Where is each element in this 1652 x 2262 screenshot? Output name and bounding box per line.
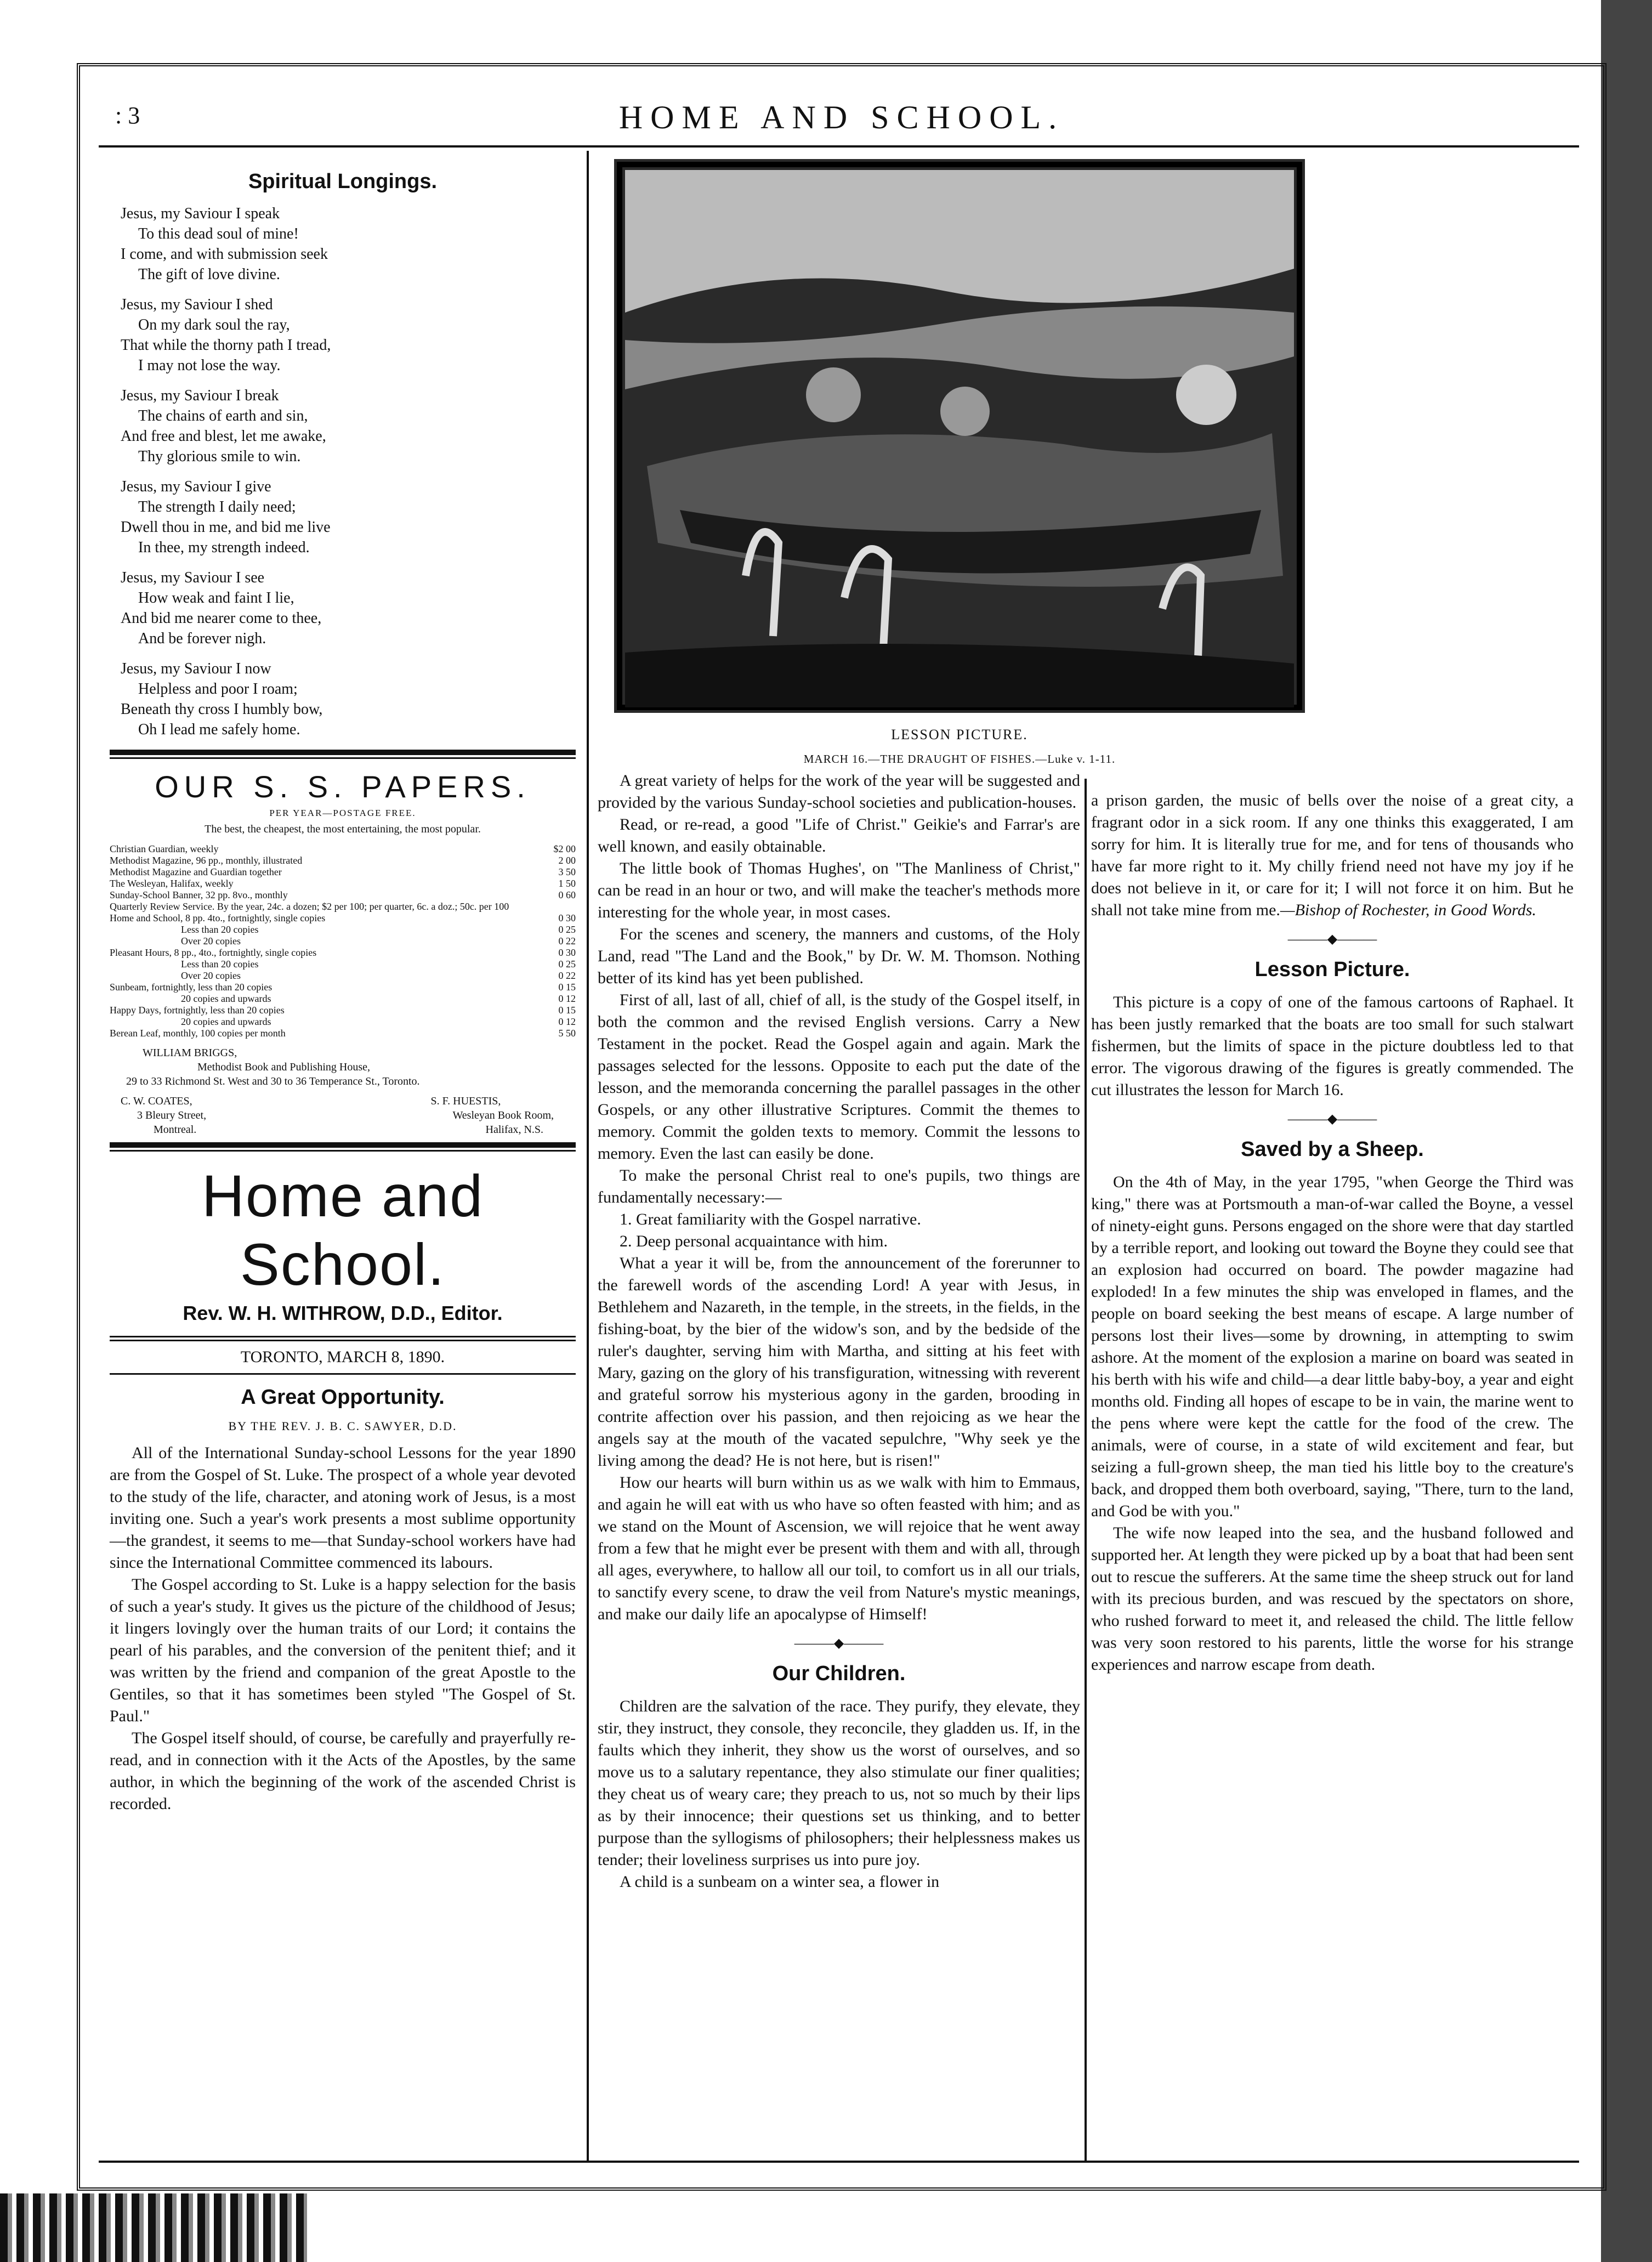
price-row: [110, 924, 576, 936]
paragraph: Read, or re-read, a good "Life of Christ." Geikie's and Farrar's are well known, and easily obtainable.: [598, 815, 1080, 855]
publisher-line: 29 to 33 Richmond St. West and 30 to 36 Temperance St., Toronto.: [126, 1075, 420, 1087]
price-row: [110, 878, 576, 889]
poem: [110, 203, 576, 740]
price-row: [110, 912, 576, 924]
agent-address: 3 Bleury Street,: [137, 1109, 207, 1121]
poem-line: Jesus, my Saviour I break: [121, 387, 279, 404]
agent-montreal: [121, 1094, 206, 1137]
column-rule-2: [1085, 779, 1087, 2161]
price-value: 0 60: [558, 889, 576, 900]
picture-caption: [614, 724, 1305, 770]
ornament-divider: ———◆———: [794, 1636, 884, 1651]
article-title: Our Children.: [772, 1662, 906, 1685]
price-item: Sunday-School Banner, 32 pp. 8vo., monthly: [110, 889, 288, 900]
article-body-continued: [598, 1252, 1080, 1625]
article-title: A Great Opportunity.: [241, 1386, 445, 1409]
article-title: Lesson Picture.: [1254, 958, 1410, 981]
column-rule-1: [587, 151, 589, 2161]
agent-city: Montreal.: [154, 1124, 197, 1136]
column-1: [110, 159, 576, 1815]
paragraph: To make the personal Christ real to one's pupils, two things are fundamentally necessary:—: [598, 1166, 1080, 1206]
price-row: [110, 1005, 576, 1016]
poem-line: I may not lose the way.: [138, 357, 281, 374]
poem-line: Dwell thou in me, and bid me live: [121, 519, 331, 536]
poem-line: The strength I daily need;: [138, 498, 296, 515]
poem-line: Jesus, my Saviour I now: [121, 660, 271, 677]
poem-stanza: [121, 568, 576, 649]
price-item: Methodist Magazine, 96 pp., monthly, illustrated: [110, 855, 303, 866]
price-row: [110, 901, 576, 912]
poem-line: Oh I lead me safely home.: [138, 721, 300, 738]
byline: BY THE REV. J. B. C. SAWYER, D.D.: [228, 1419, 457, 1433]
issue-date: TORONTO, MARCH 8, 1890.: [240, 1348, 445, 1366]
poem-stanza: [121, 659, 576, 740]
poem-line: And bid me nearer come to thee,: [121, 610, 322, 627]
paragraph: What a year it will be, from the announcement of the forerunner to the farewell words of the ascending Lord! A year with Jesus, in Bethlehem and Nazareth, in the temple, in the streets, in the fields, in the fishing-boat, by the bier of the widow's son, and by the bedside of the ruler's daughter, serving him with Martha, and sitting at his feet with Mary, gazing on the glory of his transfiguration, witnessing with reverent and grateful sorrow his mysterious agony in the garden, brooding in contrite affection over his passion, and then rejoicing as we hear the angels say at the mouth of the vacated sepulchre, "Why seek ye the living among the dead? He is not here, but is risen!": [598, 1254, 1080, 1470]
poem-line: On my dark soul the ray,: [138, 316, 290, 333]
paragraph: For the scenes and scenery, the manners and customs, of the Holy Land, read "The Land and the Book," by Dr. W. M. Thomson. Nothing better of its kind has yet been published.: [598, 925, 1080, 987]
price-value: 0 22: [558, 970, 576, 981]
column-2: [598, 159, 1116, 1893]
price-value: [537, 901, 576, 912]
footer-rule: [99, 2161, 1579, 2163]
price-row: [110, 993, 576, 1005]
poem-line: And be forever nigh.: [138, 630, 266, 647]
section-rule: [110, 1340, 576, 1341]
page-number: : 3: [115, 102, 140, 129]
editor-line: Rev. W. H. WITHROW, D.D., Editor.: [183, 1302, 503, 1324]
price-item: 20 copies and upwards: [181, 1016, 271, 1027]
price-row: [110, 855, 576, 866]
lesson-picture-engraving: [614, 159, 1305, 713]
paragraph: A child is a sunbeam on a winter sea, a flower in: [620, 1873, 940, 1891]
publisher-name: WILLIAM BRIGGS,: [143, 1047, 237, 1059]
price-item: Pleasant Hours, 8 pp., 4to., fortnightly, single copies: [110, 947, 317, 958]
poem-line: To this dead soul of mine!: [138, 225, 299, 242]
paragraph: This picture is a copy of one of the famous cartoons of Raphael. It has been justly remarked that the boats are too small for such stalwart fishermen, but the limits of space in the picture doubtless led to that error. The vigorous drawing of the figures is greatly commended. The cut illustrates the lesson for March 16.: [1091, 993, 1574, 1099]
header-rule: [99, 145, 1579, 148]
article-title: Saved by a Sheep.: [1241, 1138, 1424, 1161]
price-item: The Wesleyan, Halifax, weekly: [110, 878, 234, 889]
agent-city: Halifax, N.S.: [485, 1124, 544, 1136]
children-continued: [1091, 790, 1574, 921]
poem-title: Spiritual Longings.: [248, 170, 438, 193]
poem-line: And free and blest, let me awake,: [121, 428, 326, 445]
price-item: Quarterly Review Service. By the year, 24c. a dozen; $2 per 100; per quarter, 6c. a doz.; 50c. per 100: [110, 901, 509, 912]
sheep-body: [1091, 1171, 1574, 1676]
price-item: Over 20 copies: [181, 936, 241, 946]
price-row: [110, 1016, 576, 1028]
poem-line: Jesus, my Saviour I speak: [121, 205, 280, 222]
list-item: 1. Great familiarity with the Gospel narrative.: [620, 1210, 921, 1228]
publisher-block: [110, 1046, 576, 1137]
section-rule: [110, 757, 576, 759]
price-item: Methodist Magazine and Guardian together: [110, 866, 282, 877]
poem-line: Thy glorious smile to win.: [138, 448, 301, 465]
scan-edge: [1601, 0, 1652, 2262]
agent-name: S. F. HUESTIS,: [430, 1095, 501, 1107]
poem-line: How weak and faint I lie,: [138, 589, 294, 606]
price-row: [110, 936, 576, 947]
price-row: [110, 1028, 576, 1039]
paragraph: On the 4th of May, in the year 1795, "when George the Third was king," there was at Portsmouth a man-of-war called the Boyne, a vessel of ninety-eight guns. Persons engaged on the shore were that day startled by a terrible report, and looking out toward the Boyne they could see that an explosion had occurred on board. The powder magazine had exploded! In a few minutes the ship was enveloped in flames, and the people on board seeking the best means of escape. A large number of persons lost their lives—some by drowning, in attempting to swim ashore. At the moment of the explosion a marine on board was seated in his berth with his wife and child—a dear little baby-boy, a year and eight months old. Finding all hopes of escape to be in vain, the marine went to the pens where were kept the cattle for the food of the crew. The animals, were of course, in a state of wild excitement and fear, but seizing a full-grown sheep, the man tied his little boy to the creature's back, and dropped them both overboard, saying, "There, turn to the land, and God be with you.": [1091, 1173, 1574, 1520]
column-3: [1091, 790, 1574, 1676]
paper-title: Home and School.: [201, 1163, 484, 1297]
article-body: [110, 1442, 576, 1815]
caption-title: LESSON PICTURE.: [891, 727, 1028, 742]
poem-line: Jesus, my Saviour I give: [121, 478, 271, 495]
children-body: [598, 1696, 1080, 1893]
poem-line: The gift of love divine.: [138, 266, 280, 283]
agent-halifax: [431, 1094, 554, 1137]
agent-address: Wesleyan Book Room,: [452, 1109, 554, 1121]
paragraph: [1091, 790, 1574, 921]
signature: —Bishop of Rochester, in Good Words.: [1280, 901, 1536, 919]
price-value: 0 30: [558, 912, 576, 923]
price-value: 3 50: [558, 866, 576, 877]
scan-smudge: [0, 2193, 307, 2262]
price-value: 0 25: [558, 924, 576, 935]
poem-line: Jesus, my Saviour I shed: [121, 296, 273, 313]
lesson-picture-body: [1091, 991, 1574, 1101]
paragraph-text: a prison garden, the music of bells over the noise of a great city, a fragrant odor in a sick room. If any one thinks this exaggerated, I am sorry for him. It is literally true for me, and for tens of thousands who have far more right to it. My chilly friend need not have my joy if he does not believe in it, or care for it; I will not force it on him. But he shall not take mine from me.: [1091, 791, 1574, 919]
agent-name: C. W. COATES,: [121, 1095, 192, 1107]
agents: [110, 1089, 576, 1137]
price-row: [110, 982, 576, 993]
section-rule: [110, 1373, 576, 1375]
price-item: Happy Days, fortnightly, less than 20 copies: [110, 1005, 285, 1016]
ornament-divider: ———◆———: [1287, 932, 1377, 946]
section-rule: [110, 1142, 576, 1148]
list-item: 2. Deep personal acquaintance with him.: [620, 1232, 888, 1250]
poem-stanza: [121, 294, 576, 376]
paragraph: The Gospel itself should, of course, be carefully and prayerfully re-read, and in connection with it the Acts of the Apostles, by the same author, in which the beginning of the work of the ascended Christ is recorded.: [110, 1729, 576, 1813]
section-rule: [110, 1336, 576, 1337]
papers-title: OUR S. S. PAPERS.: [155, 769, 531, 804]
poem-line: I come, and with submission seek: [121, 246, 328, 263]
poem-line: That while the thorny path I tread,: [121, 337, 331, 354]
price-value: 0 22: [558, 936, 576, 946]
caption-subtitle: MARCH 16.—THE DRAUGHT OF FISHES.—Luke v. 1-11.: [803, 752, 1116, 766]
price-item: Less than 20 copies: [181, 924, 259, 935]
price-value: 0 15: [558, 982, 576, 993]
poem-line: In thee, my strength indeed.: [138, 539, 310, 556]
price-value: 0 15: [558, 1005, 576, 1016]
price-row: [110, 947, 576, 959]
price-item: Home and School, 8 pp. 4to., fortnightly, single copies: [110, 912, 326, 923]
price-row: [110, 970, 576, 982]
price-row: [110, 889, 576, 901]
poem-line: The chains of earth and sin,: [138, 407, 308, 424]
masthead: HOME AND SCHOOL.: [618, 99, 1065, 135]
price-value: 0 25: [558, 959, 576, 970]
price-value: 0 12: [558, 993, 576, 1004]
price-row: [110, 843, 576, 855]
price-row: [110, 959, 576, 970]
section-rule: [110, 1150, 576, 1152]
price-item: Less than 20 copies: [181, 959, 259, 970]
papers-subtitle: PER YEAR—POSTAGE FREE.: [269, 808, 416, 818]
poem-line: Helpless and poor I roam;: [138, 681, 298, 698]
paragraph: Children are the salvation of the race. They purify, they elevate, they stir, they instruct, they console, they reconcile, they gladden us. If, in the faults which they inherit, they show us the worst of ourselves, and so move us to a salutary repentance, they also stimulate our finer qualities; they cheat us of weary care; they preach to us, not so much by their lips as by their innocence; their questions set us thinking, and to better purpose than the syllogisms of philosophers; their helplessness makes us tender; their loveliness surprises us into pure joy.: [598, 1697, 1080, 1869]
paragraph: The wife now leaped into the sea, and the husband followed and supported her. At length they were picked up by a boat that had been sent out to rescue the sufferers. At the same time the sheep struck out for land with its precious burden, and was rescued by the spectators on shore, who rushed forward to meet it, and released the child. The little fellow was very soon restored to his parents, little the worse for his strange experiences and narrow escape from death.: [1091, 1524, 1574, 1674]
poem-stanza: [121, 203, 576, 285]
price-value: $2 00: [553, 843, 576, 854]
publisher-line: Methodist Book and Publishing House,: [197, 1061, 371, 1073]
price-value: 5 50: [558, 1028, 576, 1039]
ornament-divider: ———◆———: [1287, 1112, 1377, 1126]
poem-line: Jesus, my Saviour I see: [121, 569, 265, 586]
poem-line: Beneath thy cross I humbly bow,: [121, 701, 323, 718]
price-value: 0 30: [558, 947, 576, 958]
section-rule: [110, 750, 576, 755]
price-item: 20 copies and upwards: [181, 993, 271, 1004]
paragraph: First of all, last of all, chief of all, is the study of the Gospel itself, in both the common and the revised English versions. Carry a New Testament in the pocket. Read the Gospel again and again. Mark the passages selected for the lessons. Opposite to each put the date of the lesson, and the memoranda concerning the parallel passages in the other Gospels, or any other illustrative Scriptures. Commit the themes to memory. Commit the golden texts to memory. Commit the lessons to memory. Even the last can easily be done.: [598, 991, 1080, 1163]
price-item: Over 20 copies: [181, 970, 241, 981]
paragraph: A great variety of helps for the work of the year will be suggested and provided by the various Sunday-school societies and publication-houses.: [598, 772, 1080, 812]
poem-stanza: [121, 385, 576, 467]
poem-stanza: [121, 477, 576, 558]
paragraph: The little book of Thomas Hughes', on "The Manliness of Christ," can be read in an hour or two, and will make the teacher's methods more interesting for the whole year, in most cases.: [598, 859, 1080, 921]
price-table: [110, 843, 576, 1039]
paragraph: How our hearts will burn within us as we walk with him to Emmaus, and again he will eat with us who have so often feasted with him; and as we stand on the Mount of Ascension, we will rejoice that he went away from a few that he might ever be present with them and with all, through all ages, everywhere, to hallow all our toil, to comfort us in all our trials, to sanctify every scene, to draw the veil from Nature's mystic meanings, and make our daily life an apocalypse of Himself!: [598, 1473, 1080, 1623]
papers-tagline: The best, the cheapest, the most entertaining, the most popular.: [205, 823, 481, 835]
price-row: [110, 866, 576, 878]
price-value: 0 12: [558, 1016, 576, 1027]
price-item: Berean Leaf, monthly, 100 copies per month: [110, 1028, 286, 1039]
price-value: 1 50: [558, 878, 576, 889]
fishing-boat-illustration: [614, 159, 1305, 713]
necessities-list: [598, 1209, 1080, 1252]
paragraph: All of the International Sunday-school Lessons for the year 1890 are from the Gospel of St. Luke. The prospect of a whole year devoted to the study of the life, character, and atoning work of Jesus, is a most inviting one. Such a year's work presents a most sublime opportunity—the grandest, it seems to me—that Sunday-school workers have had since the International Committee commenced its labours.: [110, 1444, 576, 1572]
price-item: Sunbeam, fortnightly, less than 20 copies: [110, 982, 273, 993]
article-continued: [598, 159, 1116, 1625]
price-value: 2 00: [558, 855, 576, 866]
price-item: Christian Guardian, weekly: [110, 843, 219, 854]
paragraph: The Gospel according to St. Luke is a happy selection for the basis of such a year's study. It gives us the picture of the childhood of Jesus; it lingers lovingly over the human traits of our Lord; it contains the pearl of his parables, and the conversion of the penitent thief; and it was written by the friend and companion of the great Apostle to the Gentiles, so that it has sometimes been styled "The Gospel of St. Paul.": [110, 1575, 576, 1725]
